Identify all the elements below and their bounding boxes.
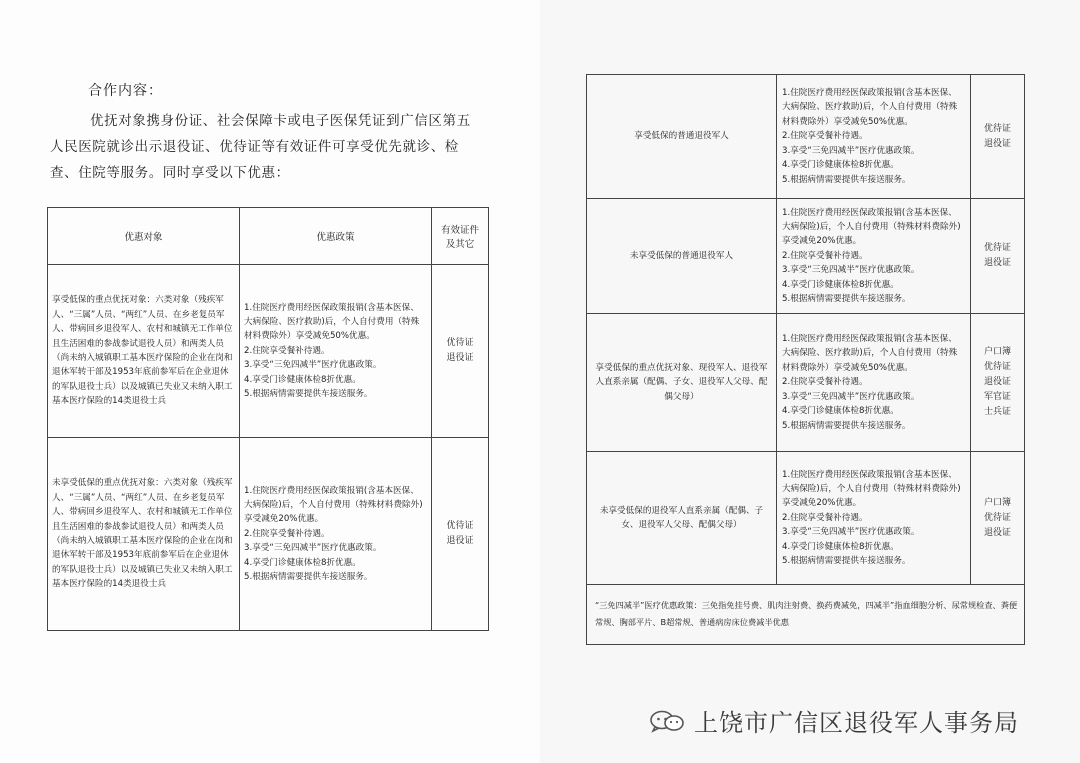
row-docs: 优待证 退役证 <box>971 75 1025 199</box>
row-target: 未享受低保的退役军人直系亲属（配偶、子女、退役军人父母、配偶父母） <box>587 452 777 585</box>
benefits-table-right <box>586 74 1025 645</box>
row-docs: 户口簿 优待证 退役证 <box>971 452 1025 585</box>
row-docs: 优待证 退役证 <box>432 265 489 438</box>
table-row <box>587 199 1025 314</box>
table-row <box>587 314 1025 452</box>
row-docs: 户口簿 优待证 退役证 军官证 士兵证 <box>971 314 1025 452</box>
row-policy: 1.住院医疗费用经医保政策报销(含基本医保、大病保险)后，个人自付费用（特殊材料费除外)享受减免20%优惠。 2.住院享受餐补待遇。 3.享受“三免四减半”医疗优惠政策。 4.享受门诊健康体检8折优惠。 5.根据病情需要提供车接送服务。 <box>240 438 432 631</box>
watermark <box>648 703 1019 738</box>
row-docs: 优待证 退役证 <box>971 199 1025 314</box>
row-policy: 1.住院医疗费用经医保政策报销(含基本医保、大病保险、医疗救助)后，个人自付费用（特殊材料费除外）享受减免50%优惠。 2.住院享受餐补待遇。 3.享受“三免四减半”医疗优惠政策。 4.享受门诊健康体检8折优惠。 5.根据病情需要提供车接送服务。 <box>240 265 432 438</box>
header-target: 优惠对象 <box>48 208 240 265</box>
benefits-table-left <box>47 207 489 631</box>
wechat-icon <box>648 709 686 733</box>
table-row <box>587 452 1025 585</box>
section-title: 合作内容： <box>88 83 163 99</box>
policy-note: “三免四减半”医疗优惠政策：三免指免挂号费、肌肉注射费、换药费减免，四减半”指血细胞分析、尿常规检查、粪便常规、胸部平片、B超常规、普通病房床位费减半优惠 <box>587 585 1025 645</box>
watermark-text: 上饶市广信区退役军人事务局 <box>694 709 1019 737</box>
header-policy: 优惠政策 <box>240 208 432 265</box>
table-header-row <box>48 208 489 265</box>
table-row <box>587 75 1025 199</box>
row-target: 享受低保的重点优抚对象：六类对象（残疾军人、“三属”人员、“两红”人员、在乡老复员军人、带病回乡退役军人、农村和城镇无工作单位且生活困难的参战参试退役人员）和两类人员（尚未纳入城镇职工基本医疗保险的企业在岗和退休军转干部及1953年底前参军后在企业退休的军队退役士兵）以及城镇已失业又未纳入职工基本医疗保险的14类退役士兵 <box>48 265 240 438</box>
row-policy: 1.住院医疗费用经医保政策报销(含基本医保、大病保险、医疗救助)后，个人自付费用（特殊材料费除外）享受减免50%优惠。 2.住院享受餐补待遇。 3.享受“三免四减半”医疗优惠政策。 4.享受门诊健康体检8折优惠。 5.根据病情需要提供车接送服务。 <box>777 314 971 452</box>
table-row <box>48 265 489 438</box>
header-docs: 有效证件 及其它 <box>432 208 489 265</box>
intro-paragraph: 优抚对象携身份证、社会保障卡或电子医保凭证到广信区第五人民医院就诊出示退役证、优待证等有效证件可享受优先就诊、检查、住院等服务。同时享受以下优惠： <box>50 113 471 181</box>
row-target: 未享受低保的普通退役军人 <box>587 199 777 314</box>
row-policy: 1.住院医疗费用经医保政策报销(含基本医保、大病保险)后，个人自付费用（特殊材料费除外)享受减免20%优惠。 2.住院享受餐补待遇。 3.享受“三免四减半”医疗优惠政策。 4.享受门诊健康体检8折优惠。 5.根据病情需要提供车接送服务。 <box>777 452 971 585</box>
row-target: 享受低保的普通退役军人 <box>587 75 777 199</box>
row-target: 未享受低保的重点优抚对象：六类对象（残疾军人、“三属”人员、“两红”人员、在乡老复员军人、带病回乡退役军人、农村和城镇无工作单位且生活困难的参战参试退役人员）和两类人员（尚未纳入城镇职工基本医疗保险的企业在岗和退休军转干部及1953年底前参军后在企业退休的军队退役士兵）以及城镇已失业又未纳入职工基本医疗保险的14类退役士兵 <box>48 438 240 631</box>
table-row <box>48 438 489 631</box>
row-policy: 1.住院医疗费用经医保政策报销(含基本医保、大病保险)后，个人自付费用（特殊材料费除外)享受减免20%优惠。 2.住院享受餐补待遇。 3.享受“三免四减半”医疗优惠政策。 4.享受门诊健康体检8折优惠。 5.根据病情需要提供车接送服务。 <box>777 199 971 314</box>
row-target: 享受低保的重点优抚对象、现役军人、退役军人直系亲属（配偶、子女、退役军人父母、配偶父母） <box>587 314 777 452</box>
table-note-row <box>587 585 1025 645</box>
row-policy: 1.住院医疗费用经医保政策报销(含基本医保、大病保险、医疗救助)后，个人自付费用（特殊材料费除外）享受减免50%优惠。 2.住院享受餐补待遇。 3.享受“三免四减半”医疗优惠政策。 4.享受门诊健康体检8折优惠。 5.根据病情需要提供车接送服务。 <box>777 75 971 199</box>
row-docs: 优待证 退役证 <box>432 438 489 631</box>
